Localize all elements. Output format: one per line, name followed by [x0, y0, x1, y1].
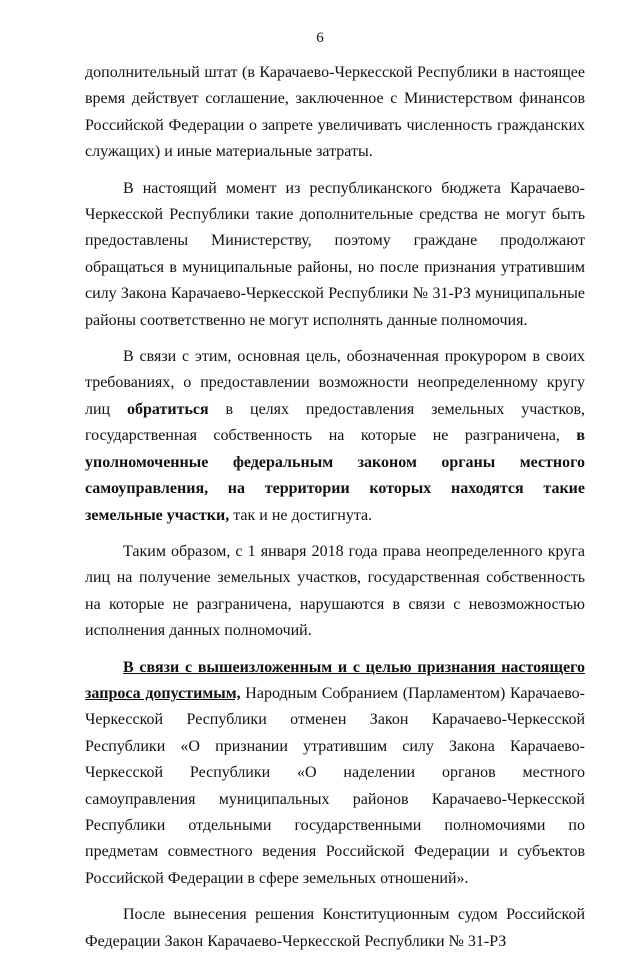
- paragraph: [85, 60, 585, 166]
- text-run: в целях предоставления земельных участков, государственная собственность на которые не разграничена,: [85, 400, 586, 445]
- paragraph: [85, 655, 585, 893]
- text-run: После вынесения решения Конституционным судом Российской Федерации Закон Карачаево-Черкесской Республики № 31-РЗ: [85, 906, 585, 950]
- text-run: дополнительный штат (в Карачаево-Черкесской Республики в настоящее время действует соглашение, заключенное с Министерством финансов Российской Федерации о запрете увеличивать численность гражданских служащих) и иные материальные затраты.: [85, 64, 585, 161]
- paragraph: [85, 539, 585, 645]
- text-run: так и не достигнута.: [229, 506, 373, 524]
- emphasized-text: В связи с вышеизложенным и с целью признания настоящего запроса допустимым,: [85, 658, 585, 702]
- paragraph: [85, 344, 585, 529]
- text-run: В связи с этим, основная цель, обозначенная прокурором в своих требованиях, о предоставлении возможности неопределенному кругу лиц: [85, 348, 585, 418]
- page-number: 6: [316, 30, 324, 46]
- text-run: В настоящий момент из республиканского бюджета Карачаево-Черкесской Республики такие дополнительные средства не могут быть предоставлены Министерству, поэтому граждане продолжают обращаться в муниципальные районы, но после признания утратившим силу Закона Карачаево-Черкесской Республики № 31-РЗ муниципальные районы соответственно не могут исполнять данные полномочия.: [85, 179, 585, 329]
- emphasized-text: в уполномоченные федеральным законом органы местного самоуправления, на территории которых находятся такие земельные участки,: [85, 427, 585, 524]
- paragraph: [85, 902, 585, 955]
- document-body: [85, 60, 585, 955]
- text-run: Таким образом, с 1 января 2018 года права неопределенного круга лиц на получение земельных участков, государственная собственность на которые не разграничена, нарушаются в связи с невозможностью исполнения данных полномочий.: [85, 542, 585, 640]
- paragraph: [85, 176, 585, 334]
- emphasized-text: обратиться: [127, 400, 209, 418]
- text-run: Народным Собранием (Парламентом) Карачаево-Черкесской Республики отменен Закон Карачаево-Черкесской Республики «О признании утратившим силу Закона Карачаево-Черкесской Республики «О наделении органов местного самоуправления муниципальных районов Карачаево-Черкесской Республики отдельными государственными полномочиями по предметам совместного ведения Российской Федерации и субъектов Российской Федерации в сфере земельных отношений».: [85, 684, 585, 887]
